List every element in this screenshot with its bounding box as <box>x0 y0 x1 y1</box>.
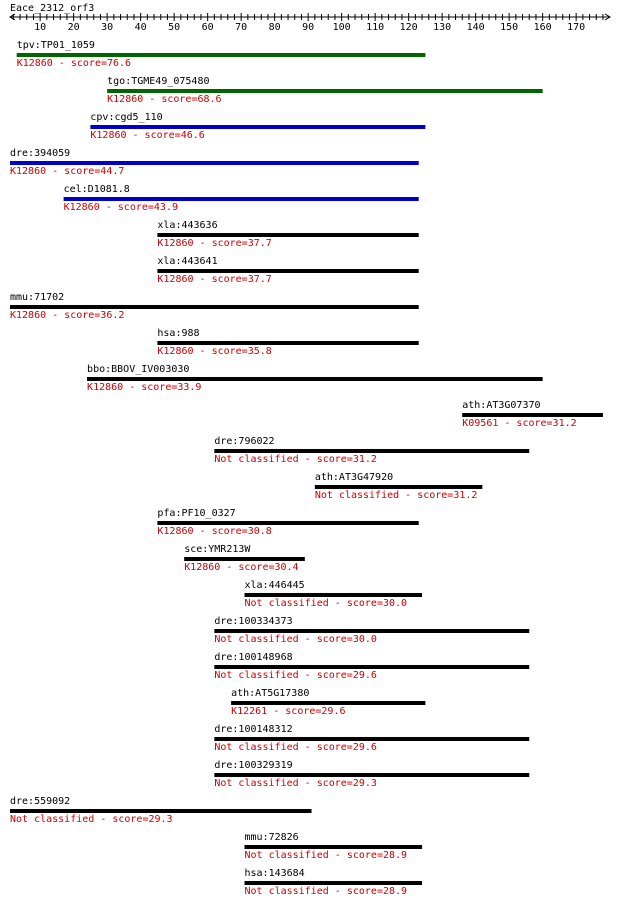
hit-row <box>315 472 483 501</box>
axis-tick-label: 130 <box>433 22 452 33</box>
hit-row <box>214 724 529 753</box>
hit-score-label: K12860 - score=37.7 <box>157 238 272 249</box>
hit-row <box>107 76 543 105</box>
hit-score-label: Not classified - score=29.3 <box>214 778 377 789</box>
hit-score-label: K12860 - score=44.7 <box>10 166 125 177</box>
axis-tick-label: 50 <box>168 22 181 33</box>
hit-name: dre:100148968 <box>214 652 293 663</box>
hit-score-label: K12860 - score=30.8 <box>157 526 272 537</box>
hit-score-label: Not classified - score=28.9 <box>244 850 408 861</box>
hit-score-label: Not classified - score=31.2 <box>314 490 478 501</box>
hit-row <box>87 364 543 393</box>
hit-bar <box>315 485 483 489</box>
hit-bar <box>184 557 305 561</box>
hit-bar <box>10 161 419 165</box>
hit-bar <box>231 701 425 705</box>
hit-score-label: K12860 - score=36.2 <box>10 310 125 321</box>
axis-tick-label: 170 <box>567 22 586 33</box>
axis-tick-label: 80 <box>268 22 281 33</box>
hit-bar <box>157 233 418 237</box>
hit-score-label: K12860 - score=37.7 <box>157 274 272 285</box>
axis-tick-label: 150 <box>500 22 519 33</box>
hit-score-label: Not classified - score=29.3 <box>10 814 173 825</box>
hit-bar <box>107 89 543 93</box>
hit-bar <box>157 521 418 525</box>
axis-tick-label: 20 <box>67 22 80 33</box>
hit-name: xla:443641 <box>157 256 218 267</box>
hit-score-label: K12860 - score=35.8 <box>157 346 272 357</box>
hit-row <box>245 580 423 609</box>
hit-row <box>10 148 419 177</box>
axis-tick-label: 110 <box>366 22 385 33</box>
hit-name: xla:446445 <box>244 580 305 591</box>
hit-name: dre:796022 <box>214 436 275 447</box>
hit-bar <box>87 377 543 381</box>
hit-name: ath:AT3G47920 <box>314 472 394 483</box>
hit-row <box>245 832 423 861</box>
axis-tick-label: 120 <box>399 22 418 33</box>
hit-score-label: Not classified - score=30.0 <box>244 598 408 609</box>
hit-bar <box>214 629 529 633</box>
hit-score-label: K12860 - score=68.6 <box>107 94 222 105</box>
hit-bar <box>245 593 423 597</box>
hit-name: hsa:143684 <box>244 868 305 879</box>
hit-bar <box>90 125 425 129</box>
hit-bar <box>245 845 423 849</box>
axis-tick-label: 40 <box>134 22 147 33</box>
axis-tick-label: 60 <box>201 22 214 33</box>
hit-bar <box>214 737 529 741</box>
hit-row <box>90 112 425 141</box>
hit-row <box>462 400 603 429</box>
hit-score-label: K12860 - score=76.6 <box>16 58 132 69</box>
hit-row <box>184 544 305 573</box>
hit-score-label: K09561 - score=31.2 <box>462 418 577 429</box>
hit-row <box>214 436 529 465</box>
hit-row <box>157 508 418 537</box>
hit-name: bbo:BBOV_IV003030 <box>87 364 190 375</box>
hit-name: dre:100148312 <box>214 724 293 735</box>
hit-bar <box>214 773 529 777</box>
hit-row <box>214 652 529 681</box>
hit-score-label: Not classified - score=31.2 <box>214 454 377 465</box>
hit-name: sce:YMR213W <box>184 544 251 555</box>
hit-name: dre:100334373 <box>214 616 293 627</box>
hit-name: cpv:cgd5_110 <box>90 112 163 123</box>
hit-bar <box>157 341 418 345</box>
hit-score-label: K12261 - score=29.6 <box>231 706 346 717</box>
hit-bar <box>17 53 426 57</box>
hit-name: dre:394059 <box>10 148 71 159</box>
hit-score-label: Not classified - score=29.6 <box>214 742 377 753</box>
hit-bar <box>462 413 603 417</box>
hit-name: tpv:TP01_1059 <box>16 40 95 51</box>
ruler-axis <box>10 13 610 33</box>
hit-score-label: K12860 - score=33.9 <box>87 382 202 393</box>
hit-name: cel:D1081.8 <box>63 184 130 195</box>
hit-bar <box>10 809 312 813</box>
hit-row <box>10 292 419 321</box>
hit-bar <box>214 449 529 453</box>
hit-row <box>231 688 425 717</box>
hit-row <box>157 328 418 357</box>
hit-name: mmu:71702 <box>10 292 65 303</box>
hit-row <box>10 796 312 825</box>
axis-tick-label: 90 <box>302 22 315 33</box>
axis-tick-label: 70 <box>235 22 248 33</box>
hit-score-label: K12860 - score=30.4 <box>184 562 299 573</box>
hit-score-label: Not classified - score=30.0 <box>214 634 377 645</box>
axis-tick-label: 10 <box>34 22 47 33</box>
hit-score-label: K12860 - score=43.9 <box>63 202 178 213</box>
hit-name: dre:559092 <box>10 796 71 807</box>
hit-bar <box>214 665 529 669</box>
hit-score-label: Not classified - score=28.9 <box>244 886 408 897</box>
hit-name: tgo:TGME49_075480 <box>107 76 210 87</box>
hit-row <box>245 868 423 897</box>
hit-row <box>64 184 419 213</box>
hit-name: dre:100329319 <box>214 760 293 771</box>
query-title: Eace_2312_orf3 <box>10 3 95 14</box>
hit-row <box>214 616 529 645</box>
hit-score-label: Not classified - score=29.6 <box>214 670 377 681</box>
axis-tick-label: 30 <box>101 22 114 33</box>
hit-name: ath:AT5G17380 <box>231 688 310 699</box>
hit-bar <box>245 881 423 885</box>
hit-row <box>17 40 426 69</box>
axis-tick-label: 140 <box>466 22 485 33</box>
hit-bar <box>64 197 419 201</box>
hit-name: xla:443636 <box>157 220 218 231</box>
axis-tick-label: 160 <box>533 22 552 33</box>
hit-list <box>10 40 603 897</box>
axis-tick-label: 100 <box>332 22 351 33</box>
hit-name: pfa:PF10_0327 <box>157 508 236 519</box>
hit-row <box>157 220 418 249</box>
hit-name: ath:AT3G07370 <box>462 400 541 411</box>
hit-name: hsa:988 <box>157 328 200 339</box>
hit-bar <box>157 269 418 273</box>
hit-row <box>157 256 418 285</box>
hit-bar <box>10 305 419 309</box>
hit-name: mmu:72826 <box>244 832 299 843</box>
hit-score-label: K12860 - score=46.6 <box>90 130 205 141</box>
hit-row <box>214 760 529 789</box>
